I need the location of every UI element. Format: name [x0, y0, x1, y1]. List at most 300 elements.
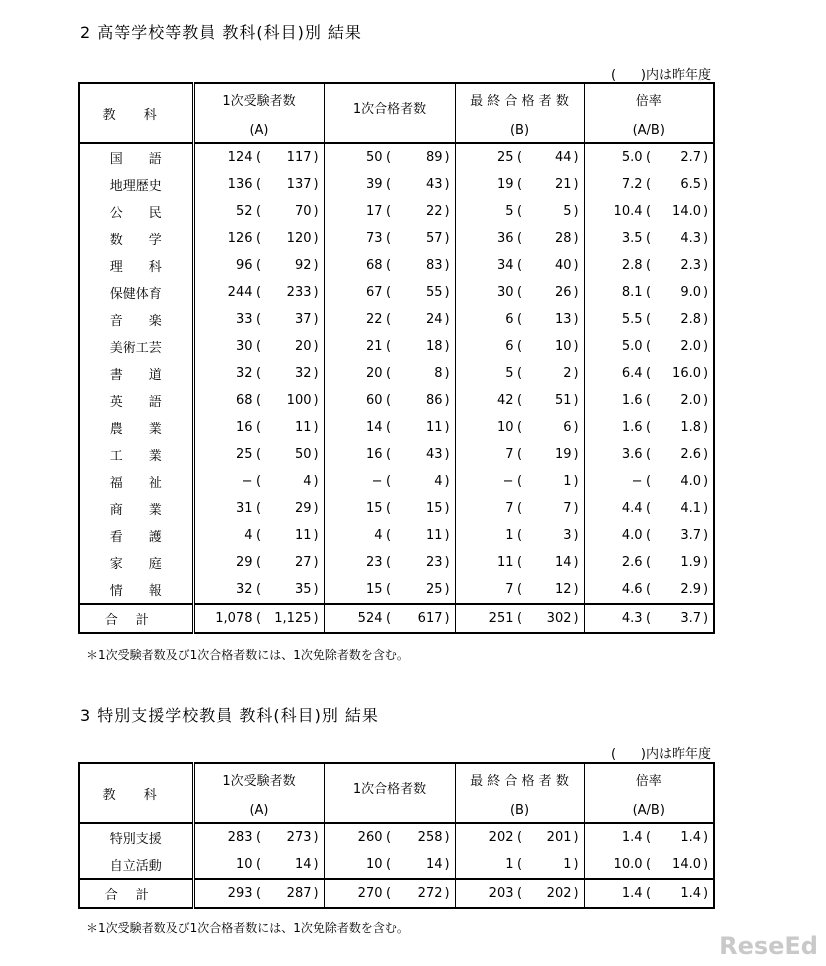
open-paren: ( — [255, 501, 262, 516]
final-passed-cell — [455, 198, 584, 225]
ratio-prev-value: 2.9 — [680, 582, 701, 597]
table-row — [79, 171, 714, 198]
first-passed-prev-value: 272 — [417, 886, 443, 901]
section2-unit-note: ( )内は昨年度 — [611, 68, 711, 83]
subject-cell — [79, 495, 193, 522]
close-paren: ) — [573, 447, 579, 462]
final-passed-prev-value: 302 — [546, 611, 572, 626]
final-passed-value: 7 — [505, 447, 514, 462]
first-applicants-value: 25 — [235, 447, 253, 462]
open-paren: ( — [645, 582, 652, 597]
close-paren: ) — [444, 312, 450, 327]
first-applicants-value: 29 — [235, 555, 253, 570]
first-applicants-value: 32 — [235, 366, 253, 381]
header-final-passed-label: 最 終 合 格 者 数 — [470, 94, 569, 109]
close-paren: ) — [313, 420, 319, 435]
final-passed-prev-value: 2 — [563, 366, 572, 381]
first-passed-cell — [324, 333, 455, 360]
ratio-value: 3.5 — [621, 231, 643, 246]
close-paren: ) — [703, 393, 709, 408]
close-paren: ) — [313, 582, 319, 597]
table-row — [79, 495, 714, 522]
close-paren: ) — [313, 231, 319, 246]
first-applicants-cell — [193, 414, 324, 441]
open-paren: ( — [385, 204, 392, 219]
open-paren: ( — [255, 611, 262, 626]
total-row — [79, 604, 714, 633]
table-row — [79, 468, 714, 495]
close-paren: ) — [444, 611, 450, 626]
close-paren: ) — [703, 312, 709, 327]
first-applicants-value: 4 — [244, 528, 253, 543]
ratio-cell — [584, 387, 714, 414]
ratio-cell — [584, 360, 714, 387]
close-paren: ) — [444, 501, 450, 516]
section2-footnote: ＊1次受験者数及び1次合格者数には、1次免除者数を含む。 — [86, 648, 409, 662]
subject-cell — [79, 171, 193, 198]
subject-label: 書道 — [109, 368, 188, 383]
ratio-value: 1.4 — [621, 830, 643, 845]
close-paren: ) — [573, 501, 579, 516]
final-passed-prev-value: 7 — [563, 501, 572, 516]
open-paren: ( — [516, 339, 523, 354]
first-applicants-prev-value: 37 — [294, 312, 312, 327]
close-paren: ) — [313, 258, 319, 273]
first-passed-value: 68 — [365, 258, 383, 273]
first-passed-value: 60 — [365, 393, 383, 408]
ratio-cell — [584, 252, 714, 279]
close-paren: ) — [573, 393, 579, 408]
final-passed-value: 7 — [505, 501, 514, 516]
final-passed-cell — [455, 333, 584, 360]
close-paren: ) — [573, 258, 579, 273]
ratio-prev-value: 9.0 — [680, 285, 701, 300]
first-passed-value: 22 — [365, 312, 383, 327]
final-passed-prev-value: 6 — [563, 420, 572, 435]
header-first-passed-label: 1次合格者数 — [352, 101, 427, 117]
subject-label: 音楽 — [109, 314, 188, 329]
open-paren: ( — [255, 555, 262, 570]
open-paren: ( — [255, 339, 262, 354]
first-applicants-prev-value: 287 — [286, 886, 312, 901]
final-passed-prev-value: 26 — [554, 285, 572, 300]
first-passed-value: 15 — [365, 582, 383, 597]
close-paren: ) — [703, 339, 709, 354]
first-passed-cell — [324, 576, 455, 604]
subject-cell — [79, 823, 193, 851]
close-paren: ) — [573, 231, 579, 246]
final-passed-prev-value: 5 — [563, 204, 572, 219]
table-row — [79, 360, 714, 387]
close-paren: ) — [703, 447, 709, 462]
open-paren: ( — [645, 231, 652, 246]
header-ratio-sub: (A/B) — [632, 803, 665, 818]
close-paren: ) — [444, 420, 450, 435]
final-passed-value: − — [502, 474, 514, 489]
ratio-value: 5.0 — [621, 150, 643, 165]
table-row — [79, 441, 714, 468]
first-applicants-value: 32 — [235, 582, 253, 597]
final-passed-prev-value: 51 — [554, 393, 572, 408]
subject-label: 福祉 — [109, 476, 188, 491]
close-paren: ) — [573, 204, 579, 219]
total-row — [79, 879, 714, 908]
ratio-cell — [584, 198, 714, 225]
close-paren: ) — [444, 582, 450, 597]
final-passed-value: 19 — [496, 177, 514, 192]
ratio-cell — [584, 279, 714, 306]
ratio-value: 8.1 — [621, 285, 643, 300]
open-paren: ( — [385, 501, 392, 516]
close-paren: ) — [703, 231, 709, 246]
final-passed-cell — [455, 495, 584, 522]
ratio-prev-value: 2.0 — [680, 393, 701, 408]
open-paren: ( — [645, 204, 652, 219]
open-paren: ( — [516, 474, 523, 489]
first-applicants-prev-value: 117 — [286, 150, 312, 165]
table-row — [79, 414, 714, 441]
first-applicants-value: 96 — [235, 258, 253, 273]
first-passed-value: 20 — [365, 366, 383, 381]
open-paren: ( — [385, 312, 392, 327]
final-passed-cell — [455, 823, 584, 851]
first-applicants-cell — [193, 604, 324, 633]
first-applicants-prev-value: 120 — [286, 231, 312, 246]
subject-label: 公民 — [109, 206, 188, 221]
final-passed-value: 10 — [496, 420, 514, 435]
close-paren: ) — [573, 177, 579, 192]
first-applicants-cell — [193, 252, 324, 279]
ratio-value: 2.6 — [621, 555, 643, 570]
close-paren: ) — [444, 339, 450, 354]
first-passed-cell — [324, 414, 455, 441]
first-applicants-value: 293 — [227, 886, 253, 901]
final-passed-value: 34 — [496, 258, 514, 273]
subject-cell — [79, 360, 193, 387]
ratio-cell — [584, 225, 714, 252]
subject-cell — [79, 522, 193, 549]
first-applicants-value: 126 — [227, 231, 253, 246]
table-row — [79, 549, 714, 576]
first-passed-cell — [324, 495, 455, 522]
ratio-cell — [584, 879, 714, 908]
header-first-applicants — [193, 83, 324, 143]
ratio-cell — [584, 823, 714, 851]
ratio-value: 4.0 — [621, 528, 643, 543]
open-paren: ( — [516, 366, 523, 381]
first-passed-cell — [324, 441, 455, 468]
close-paren: ) — [703, 857, 709, 872]
ratio-prev-value: 3.7 — [680, 528, 701, 543]
first-passed-cell — [324, 198, 455, 225]
first-passed-cell — [324, 252, 455, 279]
table-row — [79, 279, 714, 306]
final-passed-value: 203 — [488, 886, 514, 901]
header-ratio-label: 倍率 — [635, 774, 662, 789]
close-paren: ) — [444, 886, 450, 901]
first-applicants-prev-value: 92 — [294, 258, 312, 273]
close-paren: ) — [313, 474, 319, 489]
first-passed-cell — [324, 306, 455, 333]
header-subject: 教 科 — [79, 83, 193, 143]
first-passed-value: 270 — [357, 886, 383, 901]
open-paren: ( — [255, 582, 262, 597]
subject-cell — [79, 441, 193, 468]
ratio-cell — [584, 306, 714, 333]
open-paren: ( — [645, 611, 652, 626]
first-passed-cell — [324, 549, 455, 576]
subject-cell — [79, 198, 193, 225]
close-paren: ) — [313, 555, 319, 570]
first-applicants-cell — [193, 879, 324, 908]
first-passed-prev-value: 23 — [425, 555, 443, 570]
close-paren: ) — [444, 258, 450, 273]
open-paren: ( — [385, 231, 392, 246]
final-passed-prev-value: 28 — [554, 231, 572, 246]
first-applicants-cell — [193, 851, 324, 879]
final-passed-cell — [455, 549, 584, 576]
ratio-prev-value: 16.0 — [672, 366, 701, 381]
final-passed-cell — [455, 414, 584, 441]
open-paren: ( — [385, 285, 392, 300]
open-paren: ( — [385, 886, 392, 901]
first-passed-value: 67 — [365, 285, 383, 300]
open-paren: ( — [255, 258, 262, 273]
close-paren: ) — [703, 366, 709, 381]
close-paren: ) — [703, 886, 709, 901]
open-paren: ( — [645, 447, 652, 462]
first-applicants-value: 16 — [235, 420, 253, 435]
first-passed-prev-value: 89 — [425, 150, 443, 165]
final-passed-cell — [455, 851, 584, 879]
open-paren: ( — [255, 528, 262, 543]
subject-label: 特別支援 — [109, 832, 162, 847]
close-paren: ) — [313, 339, 319, 354]
close-paren: ) — [703, 204, 709, 219]
header-ratio — [584, 83, 714, 143]
ratio-prev-value: 1.4 — [680, 830, 701, 845]
final-passed-prev-value: 13 — [554, 312, 572, 327]
first-applicants-cell — [193, 522, 324, 549]
first-applicants-prev-value: 11 — [294, 420, 312, 435]
final-passed-value: 1 — [505, 857, 514, 872]
subject-label: 国語 — [109, 152, 188, 167]
ratio-prev-value: 2.6 — [680, 447, 701, 462]
ratio-value: 1.6 — [621, 420, 643, 435]
ratio-cell — [584, 414, 714, 441]
subject-cell — [79, 468, 193, 495]
close-paren: ) — [313, 528, 319, 543]
ratio-value: 2.8 — [621, 258, 643, 273]
header-final-passed-sub: (B) — [509, 123, 530, 138]
first-applicants-prev-value: 29 — [294, 501, 312, 516]
header-first-passed-sub — [325, 797, 455, 815]
first-passed-prev-value: 11 — [425, 528, 443, 543]
first-applicants-cell — [193, 468, 324, 495]
first-passed-prev-value: 24 — [425, 312, 443, 327]
close-paren: ) — [444, 555, 450, 570]
open-paren: ( — [645, 555, 652, 570]
subject-cell — [79, 604, 193, 633]
first-passed-prev-value: 18 — [425, 339, 443, 354]
table-row — [79, 225, 714, 252]
subject-cell — [79, 143, 193, 171]
open-paren: ( — [385, 420, 392, 435]
close-paren: ) — [444, 231, 450, 246]
header-first-applicants-label: 1次受験者数 — [222, 94, 296, 109]
open-paren: ( — [516, 177, 523, 192]
final-passed-value: 36 — [496, 231, 514, 246]
first-passed-prev-value: 57 — [425, 231, 443, 246]
close-paren: ) — [573, 857, 579, 872]
close-paren: ) — [703, 582, 709, 597]
close-paren: ) — [313, 150, 319, 165]
first-passed-prev-value: 55 — [425, 285, 443, 300]
open-paren: ( — [516, 420, 523, 435]
close-paren: ) — [573, 886, 579, 901]
first-passed-value: 21 — [365, 339, 383, 354]
table-row — [79, 522, 714, 549]
final-passed-prev-value: 202 — [546, 886, 572, 901]
open-paren: ( — [385, 555, 392, 570]
first-passed-prev-value: 11 — [425, 420, 443, 435]
first-passed-cell — [324, 604, 455, 633]
ratio-value: − — [631, 474, 643, 489]
close-paren: ) — [703, 177, 709, 192]
open-paren: ( — [516, 886, 523, 901]
close-paren: ) — [573, 474, 579, 489]
first-passed-value: 524 — [357, 611, 383, 626]
close-paren: ) — [573, 285, 579, 300]
subject-label: 美術工芸 — [109, 341, 162, 356]
close-paren: ) — [703, 285, 709, 300]
final-passed-cell — [455, 468, 584, 495]
first-applicants-cell — [193, 387, 324, 414]
open-paren: ( — [385, 177, 392, 192]
first-passed-cell — [324, 225, 455, 252]
first-applicants-prev-value: 70 — [294, 204, 312, 219]
ratio-value: 10.4 — [613, 204, 643, 219]
open-paren: ( — [255, 204, 262, 219]
open-paren: ( — [385, 393, 392, 408]
subject-cell — [79, 252, 193, 279]
open-paren: ( — [516, 830, 523, 845]
close-paren: ) — [313, 886, 319, 901]
first-passed-prev-value: 617 — [417, 611, 443, 626]
header-final-passed — [455, 83, 584, 143]
final-passed-cell — [455, 360, 584, 387]
first-applicants-prev-value: 20 — [294, 339, 312, 354]
ratio-prev-value: 4.3 — [680, 231, 701, 246]
close-paren: ) — [573, 312, 579, 327]
first-applicants-value: 1,078 — [215, 611, 253, 626]
first-applicants-prev-value: 14 — [294, 857, 312, 872]
table-row — [79, 198, 714, 225]
first-applicants-value: 10 — [235, 857, 253, 872]
close-paren: ) — [444, 528, 450, 543]
close-paren: ) — [444, 447, 450, 462]
header-subject: 教 科 — [79, 763, 193, 823]
subject-cell — [79, 414, 193, 441]
first-applicants-cell — [193, 360, 324, 387]
final-passed-value: 6 — [505, 312, 514, 327]
first-applicants-cell — [193, 333, 324, 360]
subject-cell — [79, 879, 193, 908]
open-paren: ( — [516, 857, 523, 872]
subject-label: 看護 — [109, 530, 188, 545]
first-applicants-value: − — [241, 474, 253, 489]
open-paren: ( — [516, 501, 523, 516]
final-passed-prev-value: 12 — [554, 582, 572, 597]
subject-label: 合計 — [104, 613, 167, 628]
close-paren: ) — [703, 420, 709, 435]
subject-label: 保健体育 — [109, 287, 162, 302]
first-applicants-prev-value: 50 — [294, 447, 312, 462]
first-passed-cell — [324, 171, 455, 198]
open-paren: ( — [385, 258, 392, 273]
close-paren: ) — [444, 204, 450, 219]
ratio-cell — [584, 333, 714, 360]
final-passed-prev-value: 3 — [563, 528, 572, 543]
section2-results-table — [78, 82, 715, 634]
close-paren: ) — [573, 150, 579, 165]
close-paren: ) — [313, 177, 319, 192]
ratio-value: 5.0 — [621, 339, 643, 354]
open-paren: ( — [255, 285, 262, 300]
close-paren: ) — [573, 555, 579, 570]
first-applicants-cell — [193, 495, 324, 522]
section2-title: 2 高等学校等教員 教科(科目)別 結果 — [80, 23, 362, 42]
final-passed-cell — [455, 441, 584, 468]
ratio-cell — [584, 576, 714, 604]
first-applicants-prev-value: 100 — [286, 393, 312, 408]
close-paren: ) — [703, 611, 709, 626]
close-paren: ) — [444, 366, 450, 381]
close-paren: ) — [313, 611, 319, 626]
final-passed-cell — [455, 387, 584, 414]
final-passed-value: 6 — [505, 339, 514, 354]
first-applicants-prev-value: 27 — [294, 555, 312, 570]
subject-cell — [79, 306, 193, 333]
ratio-prev-value: 2.3 — [680, 258, 701, 273]
ratio-prev-value: 2.8 — [680, 312, 701, 327]
final-passed-value: 42 — [496, 393, 514, 408]
header-final-passed-label: 最 終 合 格 者 数 — [470, 774, 569, 789]
header-first-passed — [324, 83, 455, 143]
open-paren: ( — [645, 312, 652, 327]
ratio-prev-value: 4.1 — [680, 501, 701, 516]
final-passed-cell — [455, 279, 584, 306]
final-passed-prev-value: 44 — [554, 150, 572, 165]
watermark-logo: ReseEd — [719, 932, 818, 960]
final-passed-cell — [455, 879, 584, 908]
first-passed-cell — [324, 851, 455, 879]
first-passed-value: 23 — [365, 555, 383, 570]
subject-label: 自立活動 — [109, 859, 162, 874]
open-paren: ( — [645, 285, 652, 300]
first-passed-prev-value: 43 — [425, 177, 443, 192]
final-passed-prev-value: 10 — [554, 339, 572, 354]
final-passed-value: 25 — [496, 150, 514, 165]
first-passed-cell — [324, 522, 455, 549]
subject-label: 数学 — [109, 233, 188, 248]
first-applicants-cell — [193, 279, 324, 306]
header-first-applicants-sub: (A) — [249, 123, 269, 138]
subject-label: 地理歴史 — [109, 179, 162, 194]
first-applicants-value: 30 — [235, 339, 253, 354]
final-passed-value: 202 — [488, 830, 514, 845]
close-paren: ) — [573, 611, 579, 626]
